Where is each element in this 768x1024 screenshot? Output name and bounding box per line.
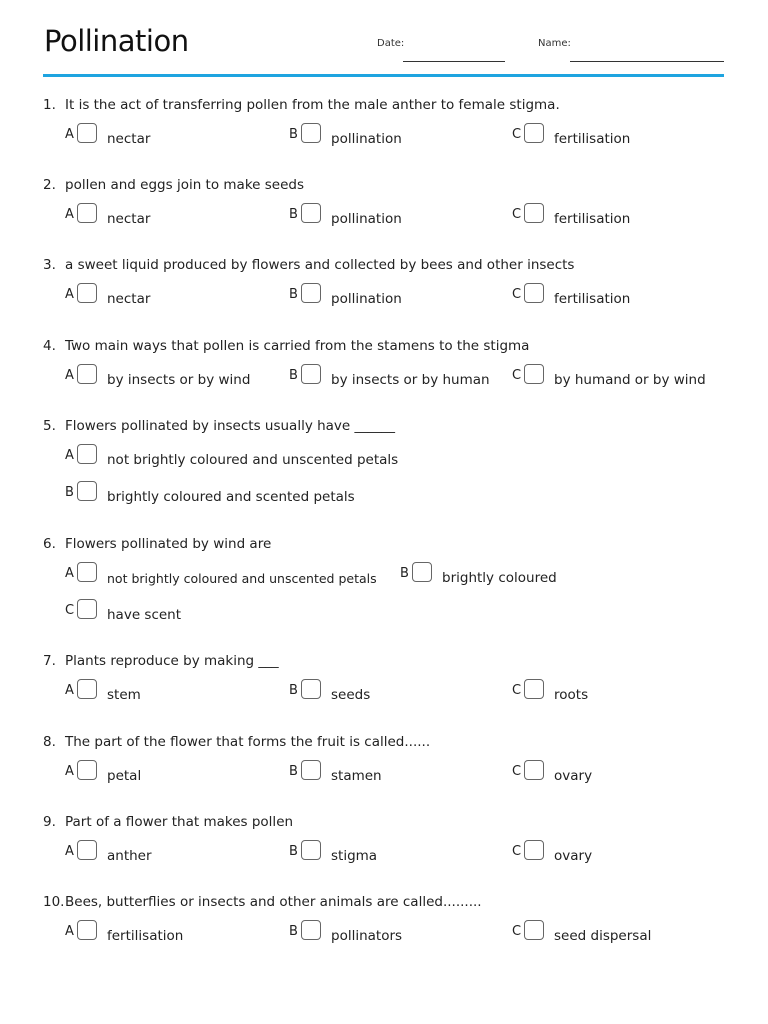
question-number: 4. [43, 338, 56, 354]
question-3 [43, 257, 574, 273]
date-label: Date: [377, 38, 405, 49]
option-letter: C [512, 127, 522, 142]
checkbox[interactable] [524, 364, 544, 384]
option-letter: A [65, 764, 74, 779]
option-text: not brightly coloured and unscented petals [107, 571, 377, 586]
question-number: 9. [43, 814, 56, 830]
checkbox[interactable] [524, 679, 544, 699]
checkbox[interactable] [524, 840, 544, 860]
checkbox[interactable] [77, 679, 97, 699]
checkbox[interactable] [77, 840, 97, 860]
question-8 [43, 734, 430, 750]
checkbox[interactable] [524, 920, 544, 940]
question-number: 8. [43, 734, 56, 750]
option-text: pollination [331, 291, 402, 307]
question-text: The part of the flower that forms the fruit is called...... [65, 734, 431, 750]
question-5 [43, 418, 395, 434]
option-letter: C [65, 603, 75, 618]
option-text: brightly coloured [442, 570, 557, 586]
checkbox[interactable] [301, 123, 321, 143]
option-text: pollination [331, 211, 402, 227]
option-text: fertilisation [554, 211, 631, 227]
checkbox[interactable] [301, 283, 321, 303]
option-letter: A [65, 566, 74, 581]
option-letter: B [289, 207, 298, 222]
option-letter: C [512, 207, 522, 222]
checkbox[interactable] [301, 203, 321, 223]
question-number: 3. [43, 257, 56, 273]
option-letter: A [65, 844, 74, 859]
question-4 [43, 338, 529, 354]
option-text: ovary [554, 768, 593, 784]
option-letter: C [512, 924, 522, 939]
question-text: It is the act of transferring pollen from the male anther to female stigma. [65, 97, 560, 113]
question-number: 2. [43, 177, 56, 193]
checkbox[interactable] [524, 203, 544, 223]
checkbox[interactable] [77, 123, 97, 143]
checkbox[interactable] [77, 920, 97, 940]
option-text: by humand or by wind [554, 372, 706, 388]
option-letter: C [512, 368, 522, 383]
option-text: ovary [554, 848, 593, 864]
option-letter: C [512, 683, 522, 698]
question-number: 1. [43, 97, 56, 113]
option-text: nectar [107, 211, 151, 227]
question-1 [43, 97, 560, 113]
name-field[interactable] [570, 61, 724, 62]
option-text: seeds [331, 687, 371, 703]
question-number: 5. [43, 418, 56, 434]
question-number: 6. [43, 536, 56, 552]
option-text: by insects or by human [331, 372, 490, 388]
question-text: Part of a flower that makes pollen [65, 814, 294, 830]
option-letter: A [65, 368, 74, 383]
question-10 [43, 894, 482, 910]
question-text: pollen and eggs join to make seeds [65, 177, 304, 193]
checkbox[interactable] [301, 920, 321, 940]
question-7 [43, 653, 279, 669]
option-text: by insects or by wind [107, 372, 251, 388]
option-text: pollinators [331, 928, 403, 944]
checkbox[interactable] [77, 364, 97, 384]
checkbox[interactable] [77, 203, 97, 223]
option-text: have scent [107, 607, 182, 623]
question-text: Plants reproduce by making ___ [65, 653, 279, 669]
question-9 [43, 814, 293, 830]
option-text: fertilisation [554, 131, 631, 147]
option-letter: B [289, 287, 298, 302]
option-text: not brightly coloured and unscented petals [107, 452, 399, 468]
option-text: anther [107, 848, 152, 864]
option-text: brightly coloured and scented petals [107, 489, 355, 505]
checkbox[interactable] [301, 364, 321, 384]
option-letter: C [512, 287, 522, 302]
option-letter: B [289, 764, 298, 779]
checkbox[interactable] [77, 760, 97, 780]
option-text: petal [107, 768, 142, 784]
option-letter: A [65, 207, 74, 222]
option-text: nectar [107, 291, 151, 307]
checkbox[interactable] [301, 679, 321, 699]
option-text: fertilisation [554, 291, 631, 307]
question-text: a sweet liquid produced by flowers and collected by bees and other insects [65, 257, 575, 273]
option-letter: B [289, 844, 298, 859]
question-text: Flowers pollinated by insects usually have ______ [65, 418, 396, 434]
option-letter: A [65, 448, 74, 463]
option-text: seed dispersal [554, 928, 652, 944]
option-letter: B [289, 924, 298, 939]
question-text: Flowers pollinated by wind are [65, 536, 272, 552]
option-text: roots [554, 687, 589, 703]
option-letter: B [65, 485, 74, 500]
option-text: stamen [331, 768, 382, 784]
question-number: 7. [43, 653, 56, 669]
checkbox[interactable] [77, 283, 97, 303]
checkbox[interactable] [301, 760, 321, 780]
checkbox[interactable] [301, 840, 321, 860]
checkbox[interactable] [77, 481, 97, 501]
name-label: Name: [538, 38, 571, 49]
option-letter: A [65, 683, 74, 698]
option-text: nectar [107, 131, 151, 147]
checkbox[interactable] [524, 123, 544, 143]
option-text: stigma [331, 848, 378, 864]
checkbox[interactable] [77, 444, 97, 464]
option-letter: A [65, 127, 74, 142]
option-letter: B [289, 368, 298, 383]
checkbox[interactable] [412, 562, 432, 582]
checkbox[interactable] [524, 283, 544, 303]
checkbox[interactable] [77, 599, 97, 619]
option-text: pollination [331, 131, 402, 147]
checkbox[interactable] [77, 562, 97, 582]
question-2 [43, 177, 304, 193]
option-letter: C [512, 844, 522, 859]
option-letter: C [512, 764, 522, 779]
option-letter: A [65, 924, 74, 939]
checkbox[interactable] [524, 760, 544, 780]
question-text: Two main ways that pollen is carried from the stamens to the stigma [65, 338, 530, 354]
option-text: stem [107, 687, 141, 703]
question-text: Bees, butterflies or insects and other animals are called......... [65, 894, 482, 910]
header-divider [43, 74, 724, 77]
option-letter: B [400, 566, 409, 581]
question-number: 10. [43, 894, 65, 910]
date-field[interactable] [403, 61, 505, 62]
option-letter: B [289, 127, 298, 142]
option-letter: A [65, 287, 74, 302]
question-6 [43, 536, 271, 552]
page-title: Pollination [44, 24, 189, 58]
option-letter: B [289, 683, 298, 698]
option-text: fertilisation [107, 928, 184, 944]
